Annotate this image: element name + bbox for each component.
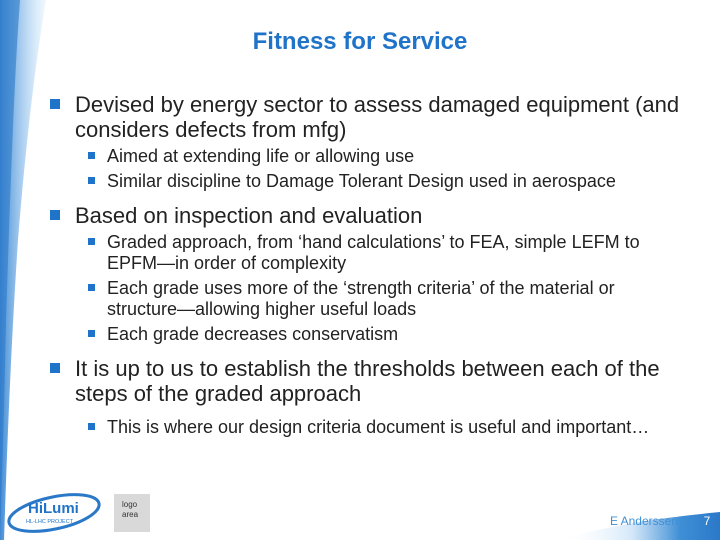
- logo-subtext: HL-LHC PROJECT: [26, 519, 74, 525]
- sub-bullet: [88, 417, 688, 438]
- logo-area-placeholder: logo area: [114, 494, 150, 532]
- sub-bullet-text: Aimed at extending life or allowing use: [107, 146, 415, 166]
- square-bullet-icon: [50, 99, 60, 109]
- bullet-3: [48, 356, 688, 406]
- bullet-1: [48, 92, 688, 142]
- sub-bullet-text: Each grade decreases conservatism: [107, 324, 399, 344]
- square-bullet-icon: [88, 423, 95, 430]
- square-bullet-icon: [88, 330, 95, 337]
- sub-bullet-text: This is where our design criteria document is useful and important…: [107, 417, 650, 437]
- square-bullet-icon: [88, 284, 95, 291]
- sub-bullet-text: Graded approach, from ‘hand calculations’ to FEA, simple LEFM to EPFM—in order of complexity: [107, 232, 640, 273]
- logo-text: HiLumi: [28, 500, 79, 517]
- bullet-text: Based on inspection and evaluation: [75, 203, 423, 228]
- square-bullet-icon: [88, 177, 95, 184]
- sub-bullet-text: Similar discipline to Damage Tolerant Design used in aerospace: [107, 171, 616, 191]
- slide-title: Fitness for Service: [252, 28, 468, 55]
- page-number: 7: [703, 514, 711, 528]
- square-bullet-icon: [50, 363, 60, 373]
- sub-bullet: [88, 278, 688, 320]
- sub-bullet: [88, 324, 688, 345]
- slide-content: [48, 92, 688, 438]
- square-bullet-icon: [50, 210, 60, 220]
- sub-bullet: [88, 146, 688, 167]
- square-bullet-icon: [88, 152, 95, 159]
- author-name: E Anderssen: [609, 514, 678, 528]
- bullet-text: Devised by energy sector to assess damaged equipment (and considers defects from mfg): [75, 92, 680, 142]
- bullet-2: [48, 203, 688, 228]
- sub-bullet-text: Each grade uses more of the ‘strength criteria’ of the material or structure—allowing higher useful loads: [107, 278, 615, 319]
- bullet-text: It is up to us to establish the thresholds between each of the steps of the graded approach: [75, 356, 660, 406]
- square-bullet-icon: [88, 238, 95, 245]
- hilumi-logo: [6, 493, 102, 533]
- sub-bullet: [88, 232, 688, 274]
- sub-bullet: [88, 171, 688, 192]
